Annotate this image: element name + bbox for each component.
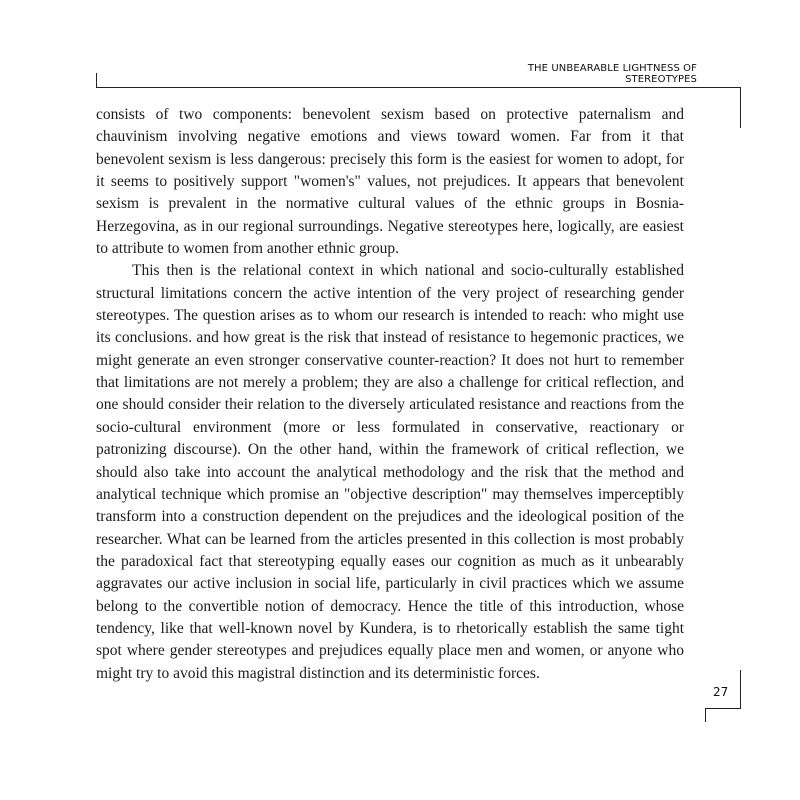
- page-number: 27: [713, 685, 729, 699]
- body-text: [96, 104, 684, 685]
- body-paragraph-1: consists of two components: benevolent sexism based on protective paternalism and chauvinism involving negative emotions and views toward women. Far from it that benevolent sexism is less dangerous: precisely this form is the easiest for women to adopt, for it seems to positively support "women's" values, not prejudices. It appears that benevolent sexism is prevalent in the normative cultural values of the ethnic groups in Bosnia-Herzegovina, as in our regional surroundings. Negative stereotypes here, logically, are easiest to attribute to women from another ethnic group.: [96, 106, 684, 258]
- header-rule-left-tick: [96, 73, 97, 88]
- folio-rule-bottom: [705, 708, 741, 709]
- running-header-line-2: STEREOTYPES: [625, 74, 697, 85]
- header-rule-right-tick: [740, 87, 741, 128]
- folio-rule-right: [740, 670, 741, 708]
- running-header-line-1: THE UNBEARABLE LIGHTNESS OF: [527, 63, 697, 74]
- header-rule: [96, 87, 741, 88]
- running-header: [397, 63, 697, 85]
- body-paragraph-2: This then is the relational context in which national and socio-culturally established structural limitations concern the active intention of the very project of researching gender stereotypes. The question arises as to whom our research is intended to reach: who might use its conclusions. and how great is the risk that instead of resistance to hegemonic practices, we might generate an even stronger conservative counter-reaction? It does not hurt to remember that limitations are not merely a problem; they are also a challenge for critical reflection, and one should consider their relation to the diversely articulated resistance and reactions from the socio-cultural environment (more or less formulated in conservative, reactionary or patronizing discourse). On the other hand, within the framework of critical reflection, we should also take into account the analytical methodology and the risk that the method and analytical technique which promise an "objective description" may themselves imperceptibly transform into a construction dependent on the prejudices and the ideological position of the researcher. What can be learned from the articles presented in this collection is most probably the paradoxical fact that stereotyping equally eases our cognition as much as it unbearably aggravates our active inclusion in social life, particularly in civil practices which we assume belong to the convertible notion of democracy. Hence the title of this introduction, whose tendency, like that well-known novel by Kundera, is to rhetorically establish the same tight spot where gender stereotypes and prejudices equally place men and women, or anyone who might try to avoid this magistral distinction and its deterministic forces.: [96, 262, 684, 682]
- folio-rule-left-tick: [705, 708, 706, 722]
